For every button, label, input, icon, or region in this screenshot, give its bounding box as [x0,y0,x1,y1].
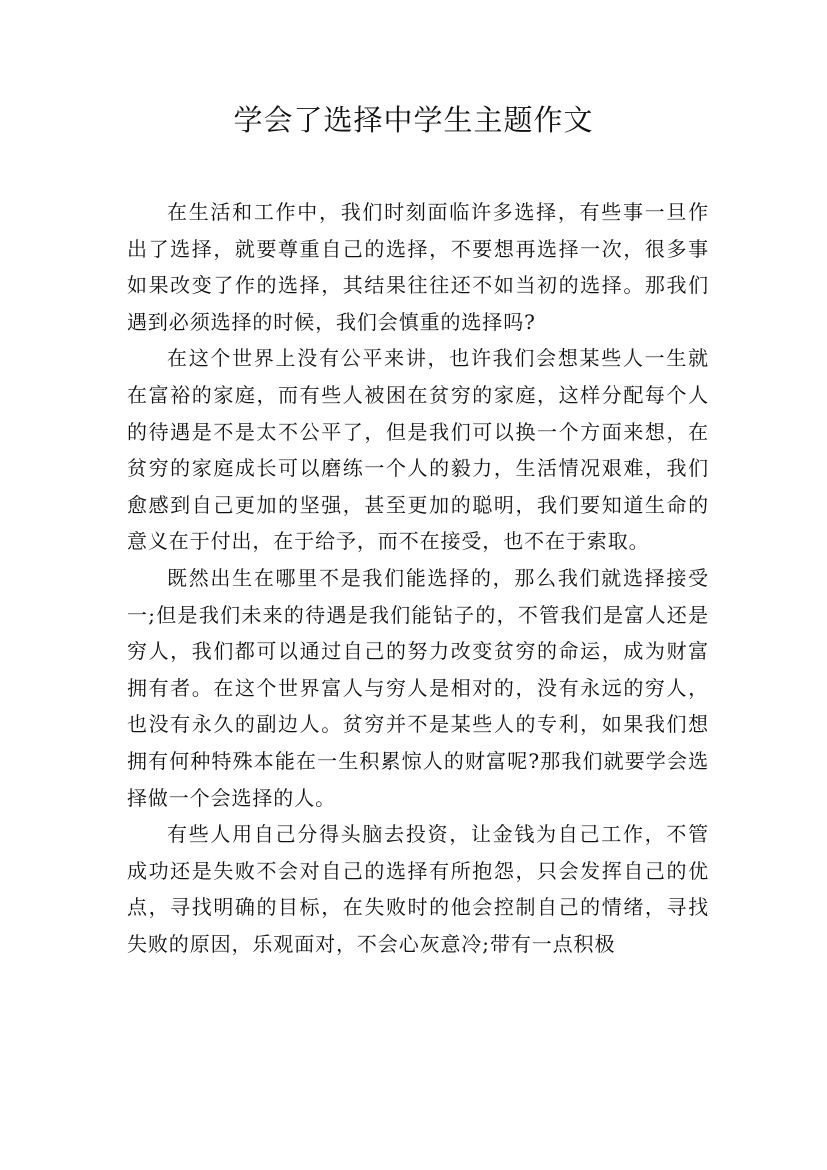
paragraph-3: 既然出生在哪里不是我们能选择的，那么我们就选择接受一;但是我们未来的待遇是我们能钻子的，不管我们是富人还是穷人，我们都可以通过自己的努力改变贫穷的命运，成为财富拥有者。在这个世界富人与穷人是相对的，没有永远的穷人，也没有永久的副边人。贫穷并不是某些人的专利，如果我们想拥有何种特殊本能在一生积累惊人的财富呢?那我们就要学会选择做一个会选择的人。 [127,565,709,810]
paragraph-4: 有些人用自己分得头脑去投资，让金钱为自己工作，不管成功还是失败不会对自己的选择有所抱怨，只会发挥自己的优点，寻找明确的目标，在失败时的他会控制自己的情绪，寻找失败的原因，乐观面对，不会心灰意冷;带有一点积极 [127,822,709,956]
document-title: 学会了选择中学生主题作文 [233,103,594,137]
document-body [127,194,709,962]
paragraph-2: 在这个世界上没有公平来讲，也许我们会想某些人一生就在富裕的家庭，而有些人被困在贫穷的家庭，这样分配每个人的待遇是不是太不公平了，但是我们可以换一个方面来想，在贫穷的家庭成长可以磨练一个人的毅力，生活情况艰难，我们愈感到自己更加的坚强，甚至更加的聪明，我们要知道生命的意义在于付出，在于给予，而不在接受，也不在于索取。 [127,346,709,554]
paragraph-1: 在生活和工作中，我们时刻面临许多选择，有些事一旦作出了选择，就要尊重自己的选择，不要想再选择一次，很多事如果改变了作的选择，其结果往往还不如当初的选择。那我们遇到必须选择的时候，我们会慎重的选择吗? [127,200,709,334]
